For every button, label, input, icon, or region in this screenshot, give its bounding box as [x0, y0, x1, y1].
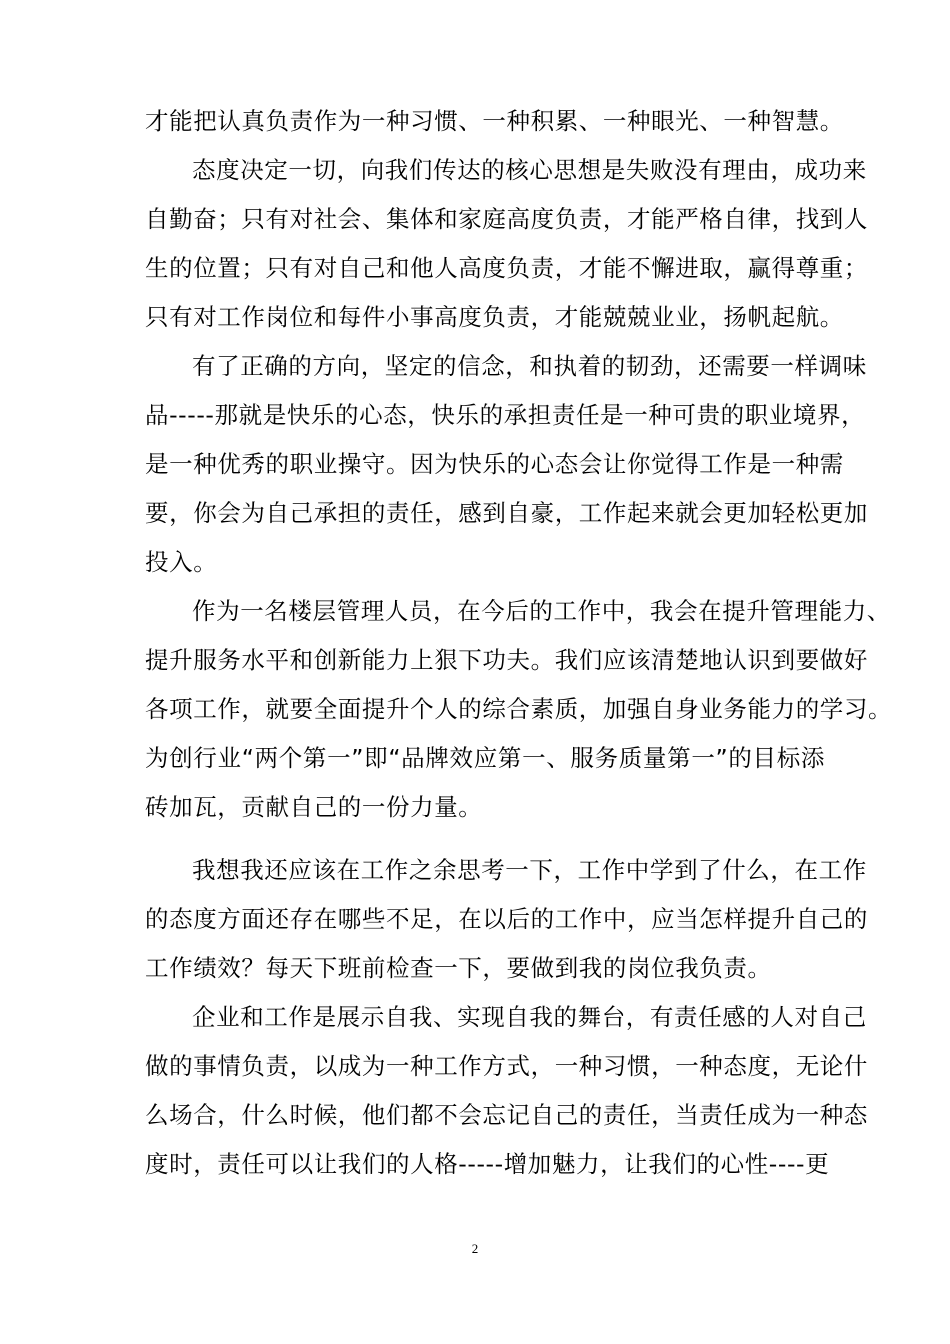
- text-line: 投入。: [145, 548, 218, 576]
- text-line: 么场合，什么时候，他们都不会忘记自己的责任，当责任成为一种态: [145, 1101, 868, 1129]
- text-line: 态度决定一切，向我们传达的核心思想是失败没有理由，成功来: [192, 156, 867, 184]
- text-line: 企业和工作是展示自我、实现自我的舞台，有责任感的人对自己: [192, 1003, 867, 1031]
- text-line: 工作绩效？每天下班前检查一下，要做到我的岗位我负责。: [145, 954, 772, 982]
- page-number: 2: [471, 1241, 479, 1256]
- text-line: 为创行业“两个第一”即“品牌效应第一、服务质量第一”的目标添: [145, 744, 825, 772]
- text-line: 的态度方面还存在哪些不足，在以后的工作中，应当怎样提升自己的: [145, 905, 868, 933]
- text-line: 品-----那就是快乐的心态，快乐的承担责任是一种可贵的职业境界，: [145, 401, 866, 429]
- text-line: 要，你会为自己承担的责任，感到自豪，工作起来就会更加轻松更加: [145, 499, 868, 527]
- text-line: 各项工作，就要全面提升个人的综合素质，加强自身业务能力的学习。: [145, 695, 893, 723]
- text-line: 有了正确的方向，坚定的信念，和执着的韧劲，还需要一样调味: [192, 352, 867, 380]
- text-line: 做的事情负责，以成为一种工作方式，一种习惯，一种态度，无论什: [145, 1052, 868, 1080]
- text-line: 作为一名楼层管理人员，在今后的工作中，我会在提升管理能力、: [192, 597, 891, 625]
- text-line: 度时，责任可以让我们的人格-----增加魅力，让我们的心性----更: [145, 1150, 830, 1178]
- text-line: 自勤奋；只有对社会、集体和家庭高度负责，才能严格自律，找到人: [145, 205, 868, 233]
- text-line: 才能把认真负责作为一种习惯、一种积累、一种眼光、一种智慧。: [145, 107, 844, 135]
- text-line: 砖加瓦，贡献自己的一份力量。: [145, 793, 483, 821]
- text-line: 是一种优秀的职业操守。因为快乐的心态会让你觉得工作是一种需: [145, 450, 844, 478]
- text-line: 提升服务水平和创新能力上狠下功夫。我们应该清楚地认识到要做好: [145, 646, 868, 674]
- text-line: 生的位置；只有对自己和他人高度负责，才能不懈进取，赢得尊重；: [145, 254, 868, 282]
- text-line: 只有对工作岗位和每件小事高度负责，才能兢兢业业，扬帆起航。: [145, 303, 844, 331]
- text-line: 我想我还应该在工作之余思考一下，工作中学到了什么，在工作: [192, 856, 867, 884]
